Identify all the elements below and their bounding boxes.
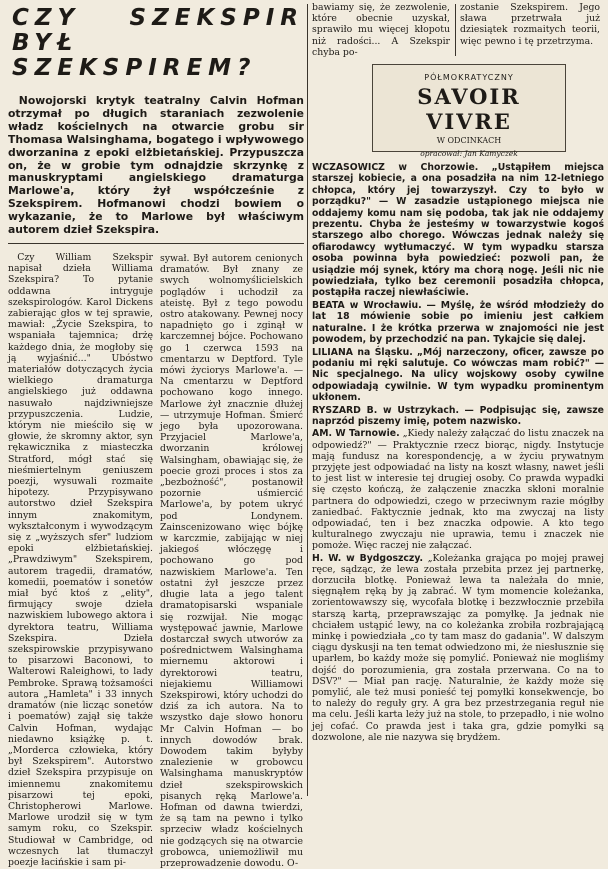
advice-letters xyxy=(312,162,604,794)
letter-name: RYSZARD B. w Ustrzykach. xyxy=(312,404,460,416)
article-col1-wrap xyxy=(8,251,153,868)
letter-name: LILIANA na Śląsku. xyxy=(312,346,413,358)
letter-text: „Mój narzeczony, oficer, zawsze po podaniu mi ręki salutuje. Co wówczas mam robić?" — Nic specjalnego. Na ulicy wojskowy osoby cywilne odpowiadają cywilnie. W tym wypadku prominentym ukłonem. xyxy=(312,346,604,404)
letter-name: AM. W Tarnowie. xyxy=(312,428,400,440)
savoir-vivre-sub: W ODCINKACH xyxy=(436,136,502,145)
letter-item xyxy=(312,428,604,551)
article-title-line1: CZY SZEKSPIR BYŁ xyxy=(12,5,304,56)
article-column-3 xyxy=(312,2,450,58)
letter-item xyxy=(312,162,604,299)
article-body-col4: zostanie Szekspirem. Jego sława przetrwała już dziesiątek rozmaitych teorii, więc pewno i tę przetrzyma. xyxy=(460,2,600,47)
savoir-vivre-header xyxy=(372,64,566,158)
article-body-col1: Czy William Szekspir napisał dzieła Williama Szekspira? To pytanie oddawna intryguje szekspirologów. Karol Dickens zabierając głos w tej sprawie, mawiał: „Życie Szekspira, to wspaniała tajemnica; drżę każdego dnia, że mogłoby się ją wyjaśnić..." Ubóstwo materiałów dotyczących życia wielkiego dramaturga angielskiego już oddawna nasuwało najdziwniejsze przypuszczenia. Ludzie, którym nie mieściło się w głowie, że skromny aktor, syn rękawicznika z miasteczka Stratford, mógł stać się nieśmiertelnym geniuszem poezji, wysuwali rozmaite hipotezy. Przypisywano autorstwo dzieł Szekspira innym znakomitym, wykształconym i wywodzącym się z „wyższych sfer" ludziom epoki elżbietańskiej. „Prawdziwym" Szekspirem, autorem tragedii, dramatów, komedii, poematów i sonetów miał być ktoś z „elity", firmujący swoje dzieła nazwiskiem lubowego aktora i dyrektora teatru, Williama Szekspira. Dzieła szekspirowskie przypisywano to pisarzowi Baconowi, to Walterowi Raleighowi, to lady Pembroke. Sprawą tożsamości autora „Hamleta" i 33 innych dramatów (nie licząc sonetów i poematów) zajął się także Calvin Hofman, wydając niedawno książkę p. t. „Morderca człowieka, który był Szekspirem". Autorstwo dzieł Szekspira przypisuje on imiennemu znakomitemu pisarzowi tej epoki, Christopherowi Marlowe. Marlowe urodził się w tym samym roku, co Szekspir. Studiował w Cambridge, od wczesnych lat tłumaczył poezje łacińskie i sam pi- xyxy=(8,251,153,868)
letter-text: — Myślę, że wśród młodzieży do lat 18 mówienie sobie po imieniu jest całkiem naturalne. I że krótka przerwa w znajomości nie jest powodem, by przechodzić na pan. Tykajcie się dalej. xyxy=(312,299,604,346)
savoir-vivre-top: PÓŁMOKRATYCZNY xyxy=(424,73,514,82)
article-column-2 xyxy=(160,253,303,869)
letter-name: WCZASOWICZ w Chorzowie. xyxy=(312,162,479,173)
column-divider xyxy=(307,4,308,796)
letter-text: „Kiedy należy załączać do listu znaczek na odpowiedź?" — Praktycznie rzecz biorąc, nigdy. Instytucje mają fundusz na korespondencję, a w życiu prywatnym przyjęte jest odpowiadać na listy na koszt własny, nawet jeśli to jest list w interesie tej drugiej osoby. Co prawda wypadki się często kończą, że załączenie znaczka skłoni moralnie partnera do odpowiedzi, czego w przeciwnym razie mógłby zaniedbać. Faktycznie jednak, kto ma zwyczaj na listy odpowiadać, ten i bez znaczka odpowie. A kto tego kulturalnego zwyczaju nie uprawia, temu i znaczek nie pomoże. Więc raczej nie załączać. xyxy=(312,428,604,552)
article-title xyxy=(12,6,304,81)
savoir-vivre-credit: opracował: Jan Kamyczek xyxy=(420,149,518,158)
article-column-4 xyxy=(460,2,600,47)
letter-text: „Ustąpiłem miejsca starszej kobiecie, a ona posadziła na nim 12-letniego chłopca, który jej towarzyszył. Czy to było w porządku?" — W zasadzie ustąpionego miejsca nie oddajemy komu nam się podoba, tak jak nie oddajemy prezentu. Chyba że jesteśmy w towarzystwie kogoś starszego albo chorego. Wówczas jednak należy się ofiarodawcy wytłumaczyć. W tym wypadku starsza osoba powinna była powiedzieć: pozwoli pan, że usiądzie mój synek, który ma chorą nogę. Jeśli nic nie powiedziała, tylko bez ceremonii posadziła chłopca, postąpiła raczej niewłaściwie. xyxy=(312,162,604,299)
letter-item xyxy=(312,347,604,404)
article-title-line2: SZEKSPIREM? xyxy=(12,55,257,81)
savoir-vivre-title: SAVOIR VIVRE xyxy=(417,84,521,134)
letter-item xyxy=(312,553,604,743)
letter-item xyxy=(312,405,604,428)
lead-divider xyxy=(8,243,304,244)
letter-name: H. W. w Bydgoszczy. xyxy=(312,552,424,564)
letter-name: BEATA w Wrocławiu. xyxy=(312,299,422,311)
article-lead: Nowojorski krytyk teatralny Calvin Hofman otrzymał po długich staraniach zezwolenie władz kościelnych na otwarcie grobu sir Thomasa Walsinghama, bogatego i wpływowego dworzanina z epoki elżbietańskiej. Przypuszcza on, że w grobie tym odnajdzie skrzynkę z manuskryptami angielskiego dramaturga Marlowe'a, który żył współcześnie z Szekspirem. Hofmanowi chodzi bowiem o wykazanie, że to Marlowe był właściwym autorem dzieł Szekspira. xyxy=(8,94,304,237)
letter-text: „Koleżanka grająca po mojej prawej ręce, sądząc, że lewa została przebita przez jej partnerkę, dorzuciła blotkę. Ponieważ lewa ta należała do mnie, sięgnąłem ręką by ją zabrać. W tym momencie koleżanka, zorientowawszy się, wycofała blotkę i bezzwłocznie przebiła starszą kartą, przeprawszając za pomyłkę. Ja jednak nie chciałem ustąpić lewy, na co koleżanka zrobiła rozbrajającą minkę i powiedziała „co ty tam masz do gadania". W dalszym ciągu dyskusji na ten temat odwiedzono mi, że niesłusznie się uparłem, bo każdy może się pomylić. Ponieważ nie mogliśmy dojść do porozumienia, gra została przerwana. Co na to DSV?" — Miał pan rację. Naturalnie, że każdy może się pomylić, ale też musi ponieść tej pomyłki konsekwencje, bo to należy do reguły gry. A gra bez przestrzegania reguł nie ma celu. Jeśli karta leży już na stole, to przepadło, i nie wolno jej cofać. Co prawda jest i taka gra, gdzie pomyłki są dozwolone, ale nie nazywa się brydżem. xyxy=(312,552,604,743)
article-body-col3: bawiamy się, że zezwolenie, które obecnie uzyskał, sprawiło mu więcej kłopotu niż radości... A Szekspir chyba po- xyxy=(312,2,450,58)
letter-item xyxy=(312,300,604,346)
small-column-divider xyxy=(455,4,456,56)
article-body-col2: sywał. Był autorem cenionych dramatów. Był znany ze swych wolnomyślicielskich poglądów i uchodził za ateistę. Był z tego powodu ostro atakowany. Pewnej nocy napadnięto go i zginął w karczemnej bójce. Pochowano go 1 czerwca 1593 na cmentarzu w Deptford. Tyle mówi życiorys Marlowe'a. — Na cmentarzu w Deptford pochowano kogo innego. Marlowe żył znacznie dłużej — utrzymuje Hofman. Śmierć jego była upozorowana. Przyjaciel Marlowe'a, dworzanin królowej Walsingham, obawiając się, że poecie grozi proces i stos za „bezbożność", postanowił pozornie uśmiercić Marlowe'a, by potem ukryć pod Londynem. Zainscenizowano więc bójkę w karczmie, zabijając w niej jakiegoś włóczęgę i pochowano go pod nazwiskiem Marlowe'a. Ten ostatni żył jeszcze przez długie lata a jego talent dramatopisarski wspaniale się rozwijał. Nie mogąc występować jawnie, Marlowe dostarczał swych utworów za pośrednictwem Walsinghama miernemu aktorowi i dyrektorowi teatru, niejakiemu Williamowi Szekspirowi, który uchodzi do dziś za ich autora. Na to wszystko daje słowo honoru Mr Calvin Hofman — bo innych dowodów brak. Dowodem takim byłyby znalezienie w grobowcu Walsinghama manuskryptów dzieł szekspirowskich pisanych ręką Marlowe'a. Hofman od dawna twierdzi, że są tam na pewno i tylko sprzeciw władz kościelnych nie godzących się na otwarcie grobowca, uniemożliwił mu przeprowadzenie dowodu. O- xyxy=(160,253,303,869)
letter-text: — Podpisując się, zawsze naprzód piszemy imię, potem nazwisko. xyxy=(312,404,604,427)
